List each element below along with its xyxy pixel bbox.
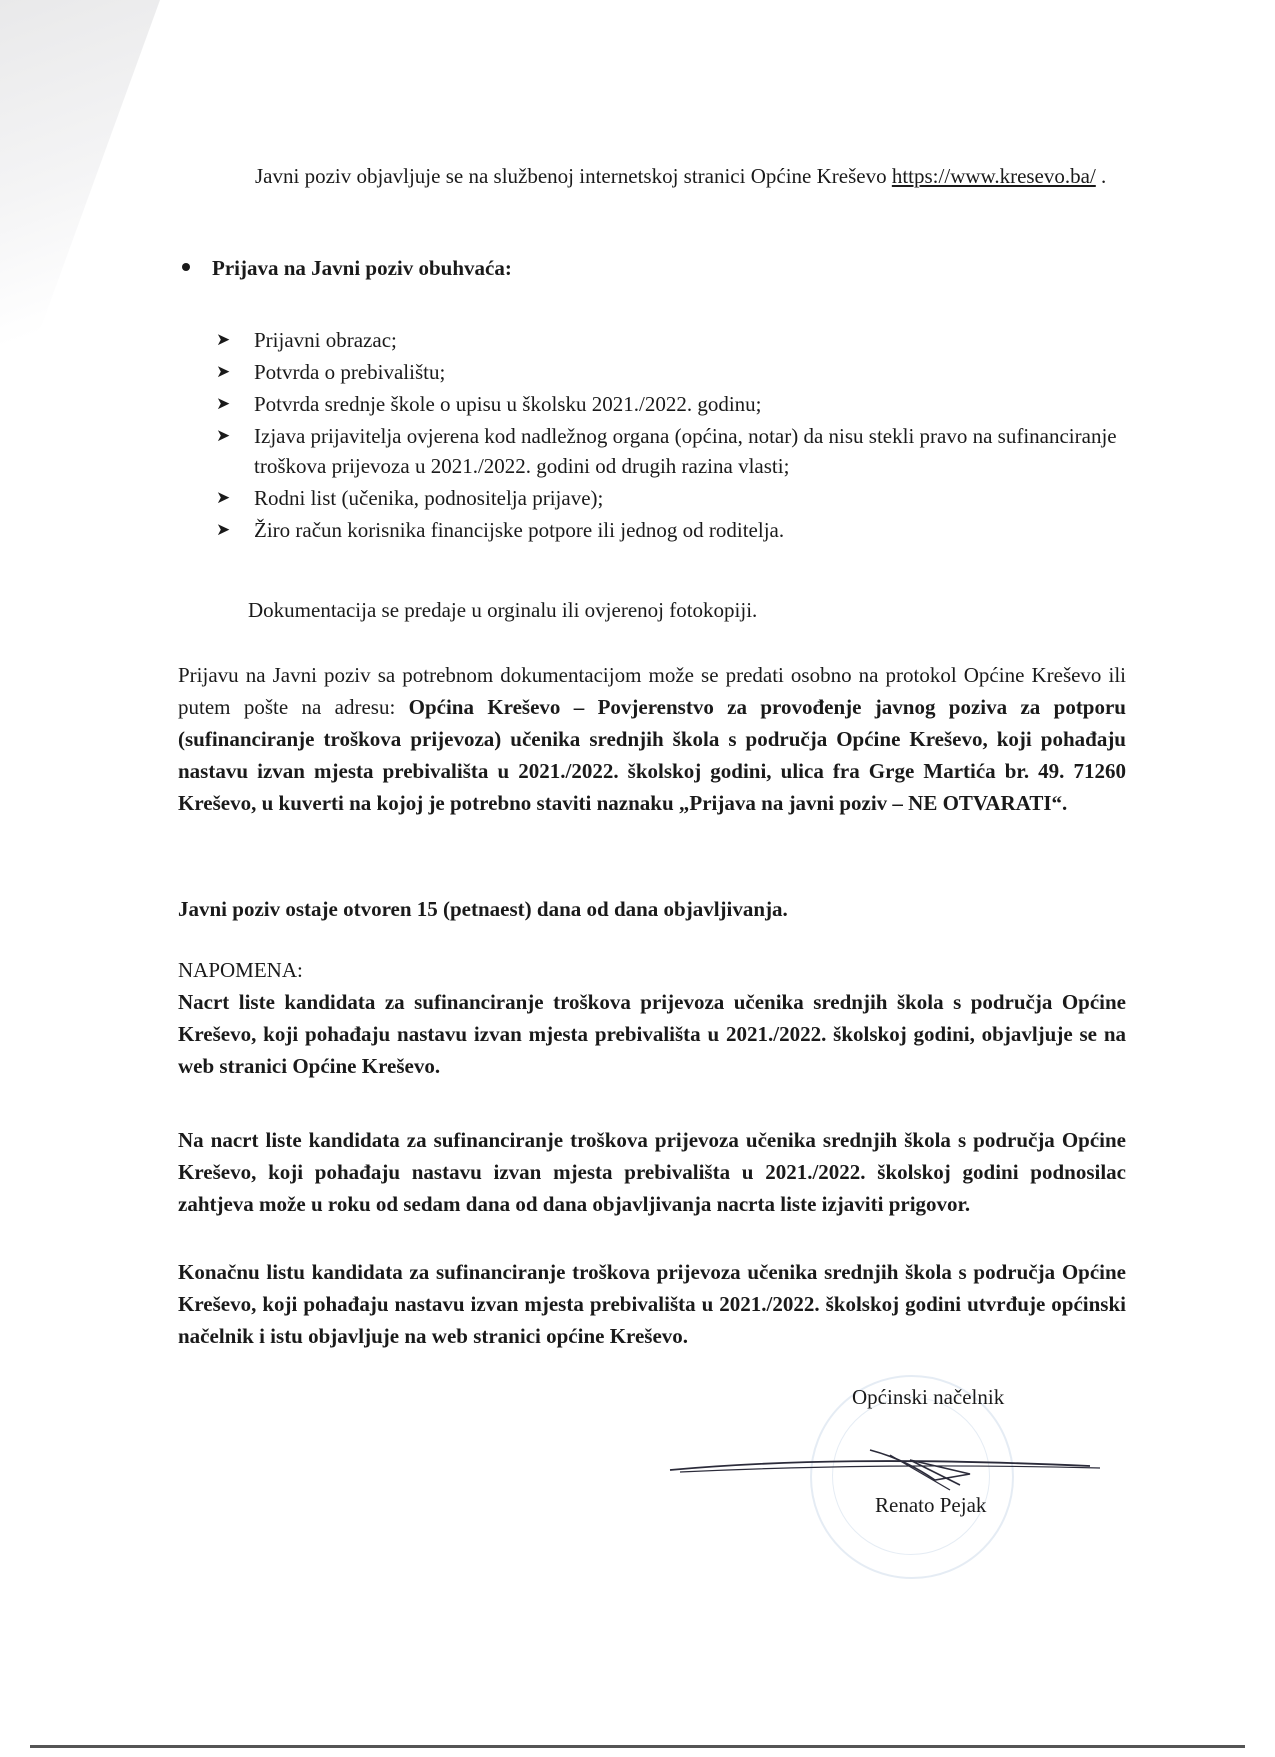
arrow-bullet-icon: ➤ — [216, 488, 231, 507]
open-period-notice: Javni poziv ostaje otvoren 15 (petnaest) dana od dana objavljivanja. — [178, 897, 788, 921]
submission-paragraph — [178, 659, 1126, 819]
scan-bottom-edge — [30, 1745, 1245, 1748]
list-item: ➤ Potvrda srednje škole o upisu u školsku 2021./2022. godinu; — [216, 389, 1126, 419]
note-paragraph-1: Nacrt liste kandidata za sufinanciranje troškova prijevoza učenika srednjih škola s područja Općine Kreševo, koji pohađaju nastavu izvan mjesta prebivališta u 2021./2022. školskoj godini, objavljuje se na web stranici Općine Kreševo. — [178, 990, 1126, 1078]
list-item: ➤ Izjava prijavitelja ovjerena kod nadležnog organa (općina, notar) da nisu stekli pravo na sufinanciranje troškova prijevoza u 2021./2022. godini od drugih razina vlasti; — [216, 421, 1126, 481]
list-item: ➤ Žiro račun korisnika financijske potpore ili jednog od roditelja. — [216, 515, 1126, 545]
arrow-bullet-icon: ➤ — [216, 520, 231, 539]
list-item: ➤ Potvrda o prebivalištu; — [216, 357, 1126, 387]
bullet-icon — [182, 263, 190, 271]
applications-heading — [182, 256, 512, 281]
signatory-name: Renato Pejak — [875, 1493, 987, 1517]
required-documents-list — [216, 325, 1126, 547]
signature-title: Općinski načelnik — [852, 1385, 1005, 1409]
documentation-note: Dokumentacija se predaje u orginalu ili ovjerenoj fotokopiji. — [248, 598, 758, 622]
handwritten-signature — [660, 1430, 1120, 1500]
website-link[interactable]: https://www.kresevo.ba/ — [891, 164, 1096, 188]
list-item: ➤ Prijavni obrazac; — [216, 325, 1126, 355]
list-item: ➤ Rodni list (učenika, podnositelja prijave); — [216, 483, 1126, 513]
intro-paragraph — [255, 160, 1125, 192]
submission-plain-text: Prijavu na Javni poziv sa potrebnom dokumentacijom može se predati osobno na protokol Općine Kreševo ili putem pošte na adresu: — [178, 663, 1126, 719]
arrow-bullet-icon: ➤ — [216, 426, 231, 445]
scan-shadow — [0, 0, 160, 440]
arrow-bullet-icon: ➤ — [216, 330, 231, 349]
note-label: NAPOMENA: — [178, 958, 303, 982]
intro-text: Javni poziv objavljuje se na službenoj internetskoj stranici Općine Kreševo — [255, 164, 887, 188]
note-paragraph-2: Na nacrt liste kandidata za sufinanciranje troškova prijevoza učenika srednjih škola s područja Općine Kreševo, koji pohađaju nastavu izvan mjesta prebivališta u 2021./2022. školskoj godini podnosilac zahtjeva može u roku od sedam dana od dana objavljivanja nacrta liste izjaviti prigovor. — [178, 1128, 1126, 1216]
arrow-bullet-icon: ➤ — [216, 362, 231, 381]
note-paragraph-3: Konačnu listu kandidata za sufinanciranje troškova prijevoza učenika srednjih škola s područja Općine Kreševo, koji pohađaju nastavu izvan mjesta prebivališta u 2021./2022. školskoj godini utvrđuje općinski načelnik i istu objavljuje na web stranici općine Kreševo. — [178, 1260, 1126, 1348]
intro-after-link: . — [1095, 164, 1107, 188]
applications-heading-text: Prijava na Javni poziv obuhvaća: — [212, 256, 512, 280]
arrow-bullet-icon: ➤ — [216, 394, 231, 413]
submission-address: Općina Kreševo – Povjerenstvo za provođenje javnog poziva za potporu (sufinanciranje troškova prijevoza) učenika srednjih škola s područja Općine Kreševo, koji pohađaju nastavu izvan mjesta prebivališta u 2021./2022. školskoj godini, ulica fra Grge Martića br. 49. 71260 Kreševo, u kuverti na kojoj je potrebno staviti naznaku „Prijava na javni poziv – NE OTVARATI“. — [178, 695, 1126, 815]
